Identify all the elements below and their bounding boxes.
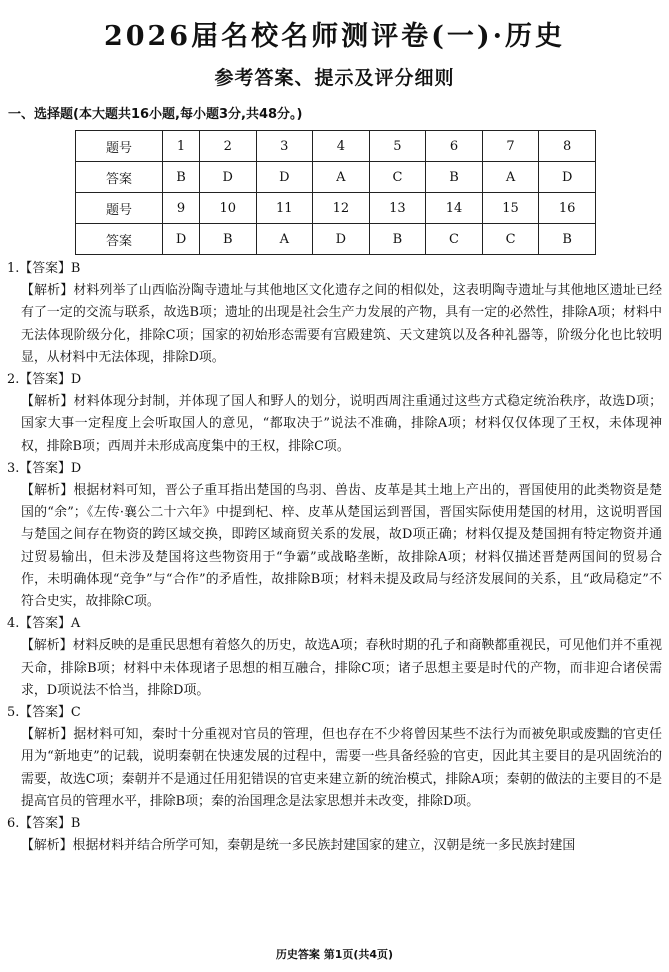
answer-table-cell: D [313,224,370,255]
answer-table-cell: B [369,224,426,255]
answer-table-cell: 4 [313,131,370,162]
answer-line: 4.【答案】A [7,616,81,632]
answer-line: 6.【答案】B [7,816,81,832]
answer-line: 3.【答案】D [7,460,82,476]
answer-table-cell: 10 [199,193,256,224]
analysis-text: 【解析】根据材料并结合所学可知，秦朝是统一多民族封建国家的建立，汉朝是统一多民族封建国 [21,838,576,854]
answer-table-cell: 15 [482,193,539,224]
page-footer: 历史答案 第1页(共4页) [275,948,394,961]
answer-table-row [76,131,596,162]
answer-table-cell: 3 [256,131,313,162]
answer-line: 1.【答案】B [7,261,81,276]
answer-table-cell: 12 [313,193,370,224]
analysis-text: 【解析】根据材料可知，晋公子重耳指出楚国的鸟羽、兽齿、皮革是其土地上产出的，晋国使用的此类物资是楚国的“余”；《左传·襄公二十六年》中提到杞、梓、皮革从楚国运到晋国，晋国实际使用楚国的材用，这说明晋国与楚国之间存在物资的跨区域交换，即跨区域商贸关系的发展，故D项正确；材料仅提及楚国拥有特定物资并通过贸易输出，但未涉及楚国将这些物资用于“争霸”或战略垄断，故排除A项；材料仅描述晋楚两国间的贸易合作，未明确体现“竞争”与“合作”的矛盾性，故排除B项；材料未提及政局与经济发展间的关系，且“政局稳定”不符合史实，故排除C项。 [21,483,662,610]
answer-table-cell: 2 [199,131,256,162]
question-item [7,813,662,857]
question-item [7,613,662,702]
analysis-text: 【解析】材料体现分封制，并体现了国人和野人的划分，说明西周注重通过这些方式稳定统治秩序，故选D项；国家大事一定程度上会听取国人的意见，“都取决于”说法不准确，排除A项；材料仅仅体现了王权，未体现神权，排除B项；西周并未形成高度集中的王权，排除C项。 [21,394,662,454]
answer-table-row-header: 答案 [76,224,163,255]
answer-table-cell: 11 [256,193,313,224]
answer-table-cell: D [539,162,596,193]
answer-table-cell: A [313,162,370,193]
answer-table-cell: A [256,224,313,255]
answer-table-cell: 5 [369,131,426,162]
question-item [7,458,662,613]
answer-table-row [76,193,596,224]
answer-table-cell: 8 [539,131,596,162]
answer-table-cell: B [199,224,256,255]
answer-table-cell: 14 [426,193,483,224]
answer-table-row-header: 题号 [76,131,163,162]
analysis-text: 【解析】材料反映的是重民思想有着悠久的历史，故选A项；春秋时期的孔子和商鞅都重视民，可见他们并不重视天命，排除B项；材料中未体现诸子思想的相互融合，排除C项；诸子思想主要是时代的产物，而非迎合诸侯需求，D项说法不恰当，排除D项。 [21,638,662,698]
question-item [7,258,662,369]
page-subtitle: 参考答案、提示及评分细则 [214,67,455,89]
answer-table-cell: 13 [369,193,426,224]
answer-table-cell: 1 [163,131,200,162]
answer-table-cell: C [426,224,483,255]
answer-table-cell: 9 [163,193,200,224]
answer-table-cell: B [426,162,483,193]
section-heading: 一、选择题(本大题共16小题,每小题3分,共48分。) [8,107,303,122]
answer-table-cell: B [163,162,200,193]
answer-table-cell: 6 [426,131,483,162]
answer-table-cell: C [369,162,426,193]
answer-line: 5.【答案】C [7,705,81,721]
answer-table-row [76,162,596,193]
question-item [7,369,662,458]
answer-table-row [76,224,596,255]
answer-table-cell: A [482,162,539,193]
question-item [7,702,662,813]
analysis-text: 【解析】据材料可知，秦时十分重视对官员的管理，但也存在不少将曾因某些不法行为而被免职或废黜的官吏任用为“新地吏”的记载，说明秦朝在快速发展的过程中，需要一些具备经验的官吏，因此其主要目的是巩固统治的需要，故选C项；秦朝并不是通过任用犯错误的官吏来建立新的统治模式，排除A项；秦朝的做法的主要目的不是提高官员的管理水平，排除B项；秦的治国理念是法家思想并未改变，排除D项。 [21,727,662,809]
page-title: 2026届名校名师测评卷(一)·历史 [103,21,566,52]
answer-table [75,130,596,255]
answer-table-cell: D [163,224,200,255]
analysis-text: 【解析】材料列举了山西临汾陶寺遗址与其他地区文化遗存之间的相似处，这表明陶寺遗址与其他地区遗址已经有了一定的交流与联系，故选B项；遗址的出现是社会生产力发展的产物，具有一定的必然性，排除A项；材料中无法体现阶级分化，排除C项；国家的初始形态需要有宫殿建筑、天文建筑以及各种礼器等，阶级分化也比较明显，从材料中无法体现，排除D项。 [21,283,662,365]
analysis-content [7,258,662,857]
answer-table-cell: 16 [539,193,596,224]
answer-table-cell: B [539,224,596,255]
answer-table-cell: D [199,162,256,193]
answer-table-cell: D [256,162,313,193]
answer-table-cell: C [482,224,539,255]
answer-table-row-header: 题号 [76,193,163,224]
answer-line: 2.【答案】D [7,372,82,388]
answer-table-cell: 7 [482,131,539,162]
answer-table-row-header: 答案 [76,162,163,193]
